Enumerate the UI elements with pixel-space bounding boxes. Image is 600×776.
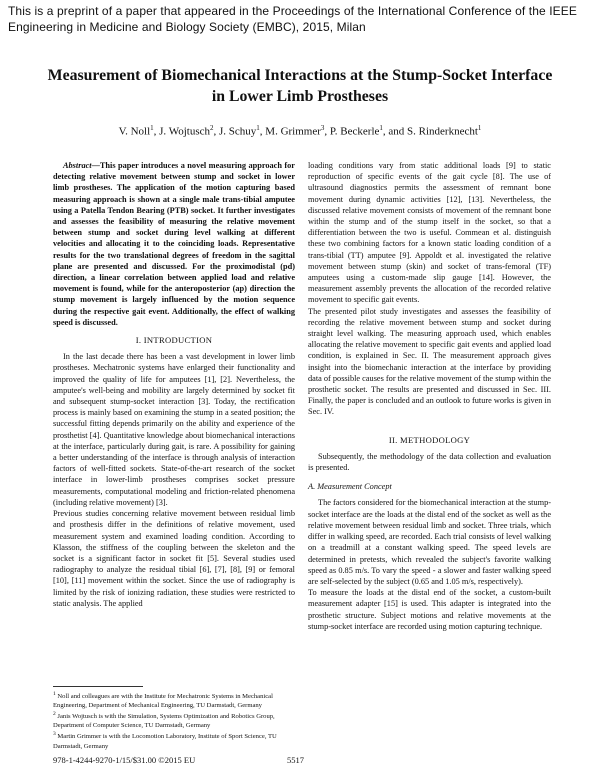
paragraph: loading conditions vary from static additional loads [9] to static reproduction of specific events of the gait cycle [8]. The use of ultrasound diagnostics permits the assessment of remnant bone movement during dynamic activities [12], [13]. Nevertheless, the discussed relative movement consists of movement of the remnant bone within the stump and of the stump itself in the socket, so that a differentiation between the two is useful. Commean et al. distinguish these two combining factors for a known static loading condition of a trans-tibial (TT) amputee [9]. Appoldt et al. investigated the relative movement between stump (skin) and socket of trans-femoral (TF) amputees using a custom-made slip gauge [14]. However, the measurement assembly prevents the allocation of the recorded relative movement to specific gait events. <box>308 161 551 305</box>
footnote-rule <box>53 686 143 687</box>
footnote: $^2$ Janis Wojtusch is with the Simulation, Systems Optimization and Robotics Group, Department of Computer Science, TU Darmstadt, Germany <box>53 711 275 730</box>
author: M. Grimmer <box>265 125 321 138</box>
subsection-heading: A. Measurement Concept <box>308 482 392 492</box>
author: J. Wojtusch <box>159 125 211 138</box>
author: S. Rinderknecht <box>407 125 478 138</box>
section-heading-introduction: I. INTRODUCTION <box>135 335 213 346</box>
paragraph: In the last decade there has been a vast development in lower limb prostheses. Mechatronic systems have enlarged their functionality and improved the quality of life for amputees [1], [2]. Nevertheless, the amputee's well-being and mobility are largely determined by socket fit and subsequent stump-socket interaction [3]. Today, the rectification process is mainly based on examining the stump in a seated position; the successful fitting depends primarily on the ability and experience of the prosthetist [4]. Quantitative knowledge about biomechanical interactions at the interface, particularly during gait, is rare. A possibility for gaining a better understanding of the interface is through analysis of interaction factors of well-fitted sockets. State-of-the-art research of the socket interface in lower-limb prostheses comprises socket pressure measurements, computational modeling and friction-related phenomena (including relative movement) [3]. <box>53 352 295 507</box>
paragraph: To measure the loads at the distal end of the socket, a custom-built measurement adapter [15] is used. This adapter is integrated into the prosthetic structure. Subject motions and relative movements at the stump-socket interface are recorded using motion capturing technique. <box>308 588 551 631</box>
left-column <box>53 160 295 609</box>
paragraph: Subsequently, the methodology of the data collection and evaluation is presented. <box>308 451 551 473</box>
page-number: 5517 <box>287 755 304 765</box>
paragraph: Previous studies concerning relative movement between residual limb and prosthesis differ in the definitions of relative movement, used measurement system and examined loading condition. According to Klasson, the stiffness of the coupling between the skeleton and the socket is a significant factor in socket fit [5]. Several studies used radiography to analyze the residual tibial [6], [7], [8], [9] or femoral [10], [11] movement within the socket. Since the use of radiography is limited by the risk of ionizing radiation, these studies were restricted to static analysis. The applied <box>53 509 295 608</box>
affiliation-mark: 2 <box>210 124 214 132</box>
footnotes <box>53 686 295 751</box>
author: V. Noll <box>118 125 151 138</box>
affiliation-mark: 3 <box>320 124 325 132</box>
affiliation-mark: 1 <box>379 124 383 132</box>
right-column <box>308 160 551 632</box>
preprint-notice: This is a preprint of a paper that appeared in the Proceedings of the International Conference of the IEEE Engineering in Medicine and Biology Society (EMBC), 2015, Milan <box>8 4 577 34</box>
abstract-label: Abstract <box>63 161 92 170</box>
author: P. Beckerle <box>329 125 380 138</box>
abstract: Abstract—This paper introduces a novel measuring approach for detecting relative movement between stump and socket in lower limb prostheses. The application of the motion capturing based measuring approach is shown at a single male trans-tibial amputee using a Patella Tendon Bearing (PTB) socket. It further investigates and assesses the feasibility of measuring the relative movement between stump and socket during level walking at different velocities and allocating it to the coinciding loads. Representative results for the two translational degrees of freedom in the sagittal plane are presented and discussed. For the proximodistal (pd) direction, a linear correlation between applied load and relative movement is found, while for the anteroposterior (ap) direction the stump movement is largely influenced by the motion sequence during the respective gait event. Additionally, the effect of walking speed is discussed. <box>53 161 295 327</box>
footnote: $^1$ Noll and colleagues are with the Institute for Mechatronic Systems in Mechanical Engineering, Department of Mechanical Engineering, TU Darmstadt, Germany <box>53 691 273 710</box>
author: J. Schuy <box>219 125 257 138</box>
affiliation-mark: 1 <box>477 124 482 132</box>
isbn-copyright: 978-1-4244-9270-1/15/$31.00 ©2015 EU <box>53 755 196 765</box>
affiliation-mark: 1 <box>256 124 260 132</box>
abstract-text: This paper introduces a novel measuring approach for detecting relative movement between stump and socket in lower limb prostheses. The application of the motion capturing based measuring approach is shown at a single male trans-tibial amputee using a Patella Tendon Bearing (PTB) socket. It further investigates and assesses the feasibility of measuring the relative movement between stump and socket during level walking at different velocities and allocating it to the coinciding loads. Representative results for the two translational degrees of freedom in the sagittal plane are presented and discussed. For the proximodistal (pd) direction, a linear correlation between applied load and relative movement is found, while for the anteroposterior (ap) direction the stump movement is largely influenced by the motion sequence during the respective gait event. Additionally, the effect of walking speed is discussed. <box>53 161 295 327</box>
affiliation-mark: 1 <box>150 124 154 132</box>
footnote: $^3$ Martin Grimmer is with the Locomotion Laboratory, Institute of Sport Science, TU Darmstadt, Germany <box>53 731 277 750</box>
paragraph: The presented pilot study investigates and assesses the feasibility of recording the relative movement between stump and socket during straight level walking. The measuring approach used, which enables allocating the relative movement to specific gait events and applied load condition, is explained in Sec. II. The measurement approach gives insight into the biomechanic interaction at the interface by providing data of possible causes for the relative movement of the stump within the prosthetic socket. The results are presented and discussed in Sec. III. Finally, the paper is concluded and an outlook to future works is given in Sec. IV. <box>308 306 551 417</box>
paper-title: Measurement of Biomechanical Interactions at the Stump-Socket Interface in Lower Limb Prostheses <box>47 67 553 105</box>
paragraph: The factors considered for the biomechanical interaction at the stump-socket interface are the loads at the distal end of the socket as well as the relative movement between residual limb and socket. Three trials, which differ in walking speed, are recorded. Each trial consists of level walking on a treadmill at a constant walking speed. The speed levels are determined in pretests, which revealed the subject's favorite walking speed as 0.85 m/s. To vary the speed - a slower and faster walking speed are self-selected by the subject (0.65 and 1.05 m/s, respectively). <box>308 498 551 586</box>
section-heading-methodology: II. METHODOLOGY <box>388 434 471 445</box>
author-list: V. Noll$^1$, J. Wojtusch$^2$, J. Schuy$^1$, M. Grimmer$^3$, P. Beckerle$^1$, and S. Rinderknecht$^1$ <box>118 124 482 138</box>
